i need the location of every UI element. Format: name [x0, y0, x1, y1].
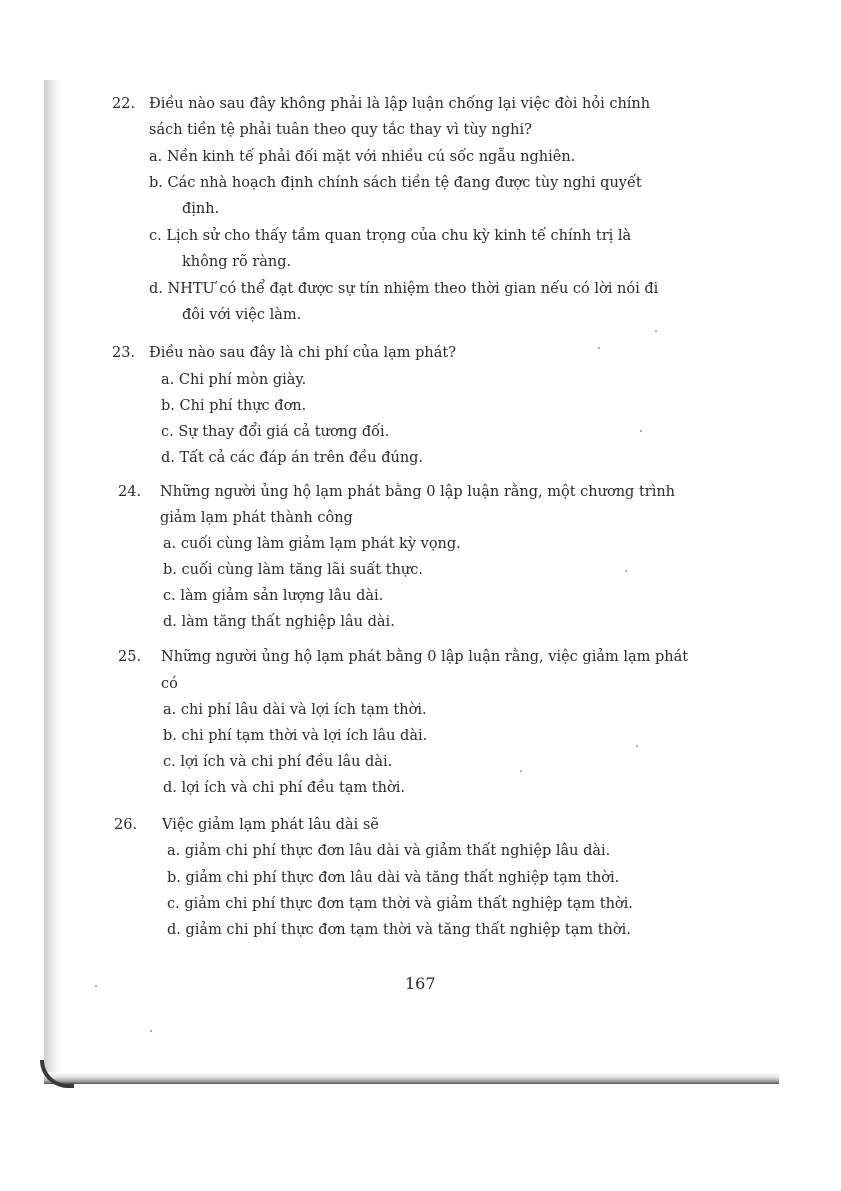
question-stem-line: Những người ủng hộ lạm phát bằng 0 lập luận rằng, việc giảm lạm phát — [161, 649, 689, 665]
option-a: a. chi phí lâu dài và lợi ích tạm thời. — [163, 702, 427, 718]
scan-speck — [95, 985, 97, 987]
scan-speck — [655, 330, 657, 332]
question-number: 25. — [118, 649, 142, 665]
option-d: d. làm tăng thất nghiệp lâu dài. — [163, 614, 395, 630]
option-d: d. Tất cả các đáp án trên đều đúng. — [161, 450, 424, 466]
option-d: d. NHTƯ có thể đạt được sự tín nhiệm theo thời gian nếu có lời nói đi — [149, 281, 659, 297]
option-b: b. Chi phí thực đơn. — [161, 398, 307, 414]
question-stem-line: giảm lạm phát thành công — [160, 510, 353, 526]
option-d: d. lợi ích và chi phí đều tạm thời. — [163, 780, 405, 796]
question-stem-line: Điều nào sau đây là chi phí của lạm phát? — [149, 345, 456, 361]
scan-speck — [625, 570, 627, 572]
option-a: a. giảm chi phí thực đơn lâu dài và giảm thất nghiệp lâu dài. — [167, 843, 611, 859]
scan-speck — [150, 1030, 152, 1032]
option-c: c. Sự thay đổi giá cả tương đối. — [161, 424, 390, 440]
page-number: 167 — [405, 974, 436, 993]
page-bottom-edge — [44, 1072, 779, 1084]
option-a: a. Nền kinh tế phải đối mặt với nhiều cú sốc ngẫu nghiên. — [149, 149, 576, 165]
question-stem-line: Những người ủng hộ lạm phát bằng 0 lập luận rằng, một chương trình — [160, 484, 676, 500]
question-stem-line: sách tiền tệ phải tuân theo quy tắc thay vì tùy nghi? — [149, 122, 532, 138]
option-d-continuation: đôi với việc làm. — [182, 307, 302, 323]
option-b: b. giảm chi phí thực đơn lâu dài và tăng thất nghiệp tạm thời. — [167, 870, 620, 886]
scan-speck — [598, 347, 600, 349]
option-b: b. chi phí tạm thời và lợi ích lâu dài. — [163, 728, 428, 744]
question-number: 24. — [118, 484, 142, 500]
option-a: a. cuối cùng làm giảm lạm phát kỳ vọng. — [163, 536, 461, 552]
question-number: 22. — [112, 96, 136, 112]
option-c: c. Lịch sử cho thấy tầm quan trọng của chu kỳ kinh tế chính trị là — [149, 228, 632, 244]
question-number: 23. — [112, 345, 136, 361]
option-c: c. giảm chi phí thực đơn tạm thời và giảm thất nghiệp tạm thời. — [167, 896, 633, 912]
option-a: a. Chi phí mòn giày. — [161, 372, 307, 388]
option-c-continuation: không rõ ràng. — [182, 254, 292, 270]
question-stem-line: Việc giảm lạm phát lâu dài sẽ — [162, 817, 379, 833]
option-d: d. giảm chi phí thực đơn tạm thời và tăng thất nghiệp tạm thời. — [167, 922, 631, 938]
binding-shadow — [44, 80, 62, 1080]
question-stem-line: Điều nào sau đây không phải là lập luận chống lại việc đòi hỏi chính — [149, 96, 651, 112]
option-b: b. cuối cùng làm tăng lãi suất thực. — [163, 562, 423, 578]
scan-speck — [640, 430, 642, 432]
question-number: 26. — [114, 817, 138, 833]
option-c: c. lợi ích và chi phí đều lâu dài. — [163, 754, 393, 770]
question-stem-line: có — [161, 676, 178, 692]
scan-speck — [520, 770, 522, 772]
option-b-continuation: định. — [182, 201, 220, 217]
option-c: c. làm giảm sản lượng lâu dài. — [163, 588, 384, 604]
scan-speck — [636, 745, 638, 747]
option-b: b. Các nhà hoạch định chính sách tiền tệ đang được tùy nghi quyết — [149, 175, 642, 191]
